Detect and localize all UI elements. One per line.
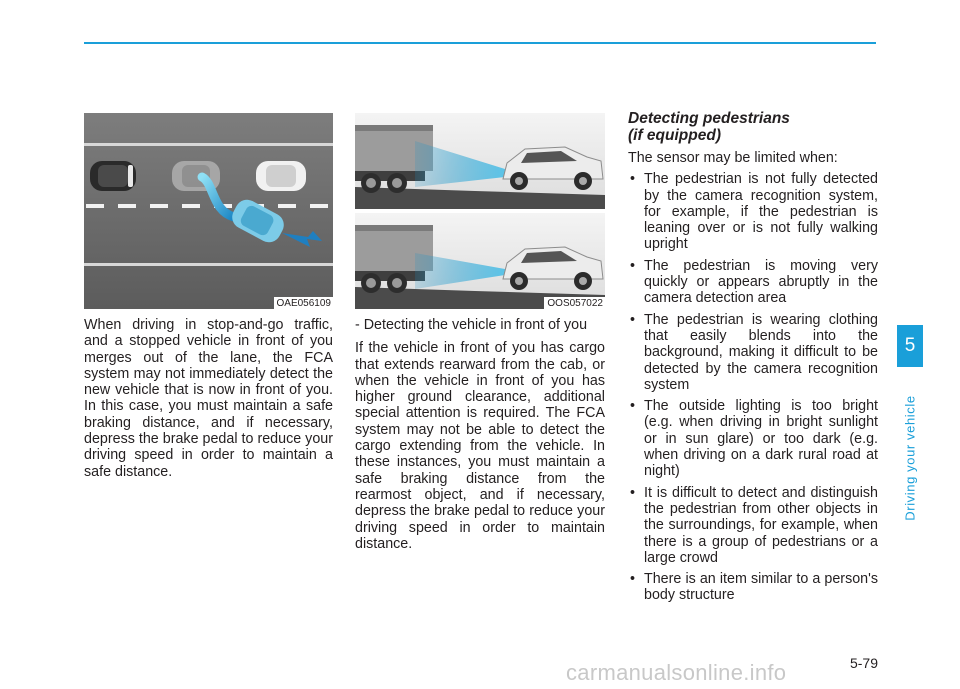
pedestrian-intro: The sensor may be limited when: [628,150,838,166]
list-item: • The pedestrian is not fully detected by the camera recognition system, for example, if the pedestrian is leaning over or is not fully walking upright [628,171,878,252]
chapter-title: Driving your vehicle [902,395,918,521]
own-vehicle [90,161,136,191]
list-item: • The pedestrian is moving very quickly or appears abruptly in the camera detection area [628,258,878,307]
figure-stop-and-go [84,113,333,309]
pedestrian-limitations-list [628,171,878,603]
figure-code: OOS057022 [544,297,605,309]
column-2 [355,317,605,552]
pedestrian-heading: Detecting pedestrians (if equipped) [628,110,790,144]
lane-change-illustration [84,113,333,309]
list-item: • The pedestrian is wearing clothing that easily blends into the background, making it difficult to be detected by the camera recognition system [628,312,878,393]
list-item: • There is an item similar to a person's body structure [628,571,878,604]
list-item: • The outside lighting is too bright (e.g. when driving in bright sunlight or in sun glare) or too dark (e.g. when driving on a dark rural road at night) [628,398,878,479]
stop-and-go-paragraph: When driving in stop-and-go traffic, and a stopped vehicle in front of you merges out of the lane, the FCA system may not immediately detect the new vehicle that is now in front of you. In this case, you must maintain a safe braking distance, and if necessary, depress the brake pedal to reduce your driving speed in order to maintain a safe distance. [84,317,333,480]
column-3 [628,150,878,609]
header-rule [84,42,876,44]
cargo-detection-illustration [355,113,605,309]
watermark: carmanualsonline.info [566,660,787,685]
column-1 [84,317,333,480]
cargo-subhead: - Detecting the vehicle in front of you [355,317,588,333]
figure-code: OAE056109 [274,297,334,309]
cargo-paragraph: If the vehicle in front of you has cargo that extends rearward from the cab, or when the vehicle in front of you has higher ground clearance, additional special attention is required. The FCA system may not be able to detect the cargo extending from the vehicle. In these instances, you must maintain a safe braking distance from the rearmost object, and if necessary, depress the brake pedal to reduce your driving speed in order to maintain distance. [355,340,605,552]
page-number: 5-79 [849,655,878,671]
front-vehicle [256,161,306,191]
figure-cargo-detection [355,113,605,309]
list-item: • It is difficult to detect and distinguish the pedestrian from other objects in the surroundings, for example, when there is a group of pedestrians or a large crowd [628,485,878,566]
chapter-tab: 5 [897,325,923,367]
